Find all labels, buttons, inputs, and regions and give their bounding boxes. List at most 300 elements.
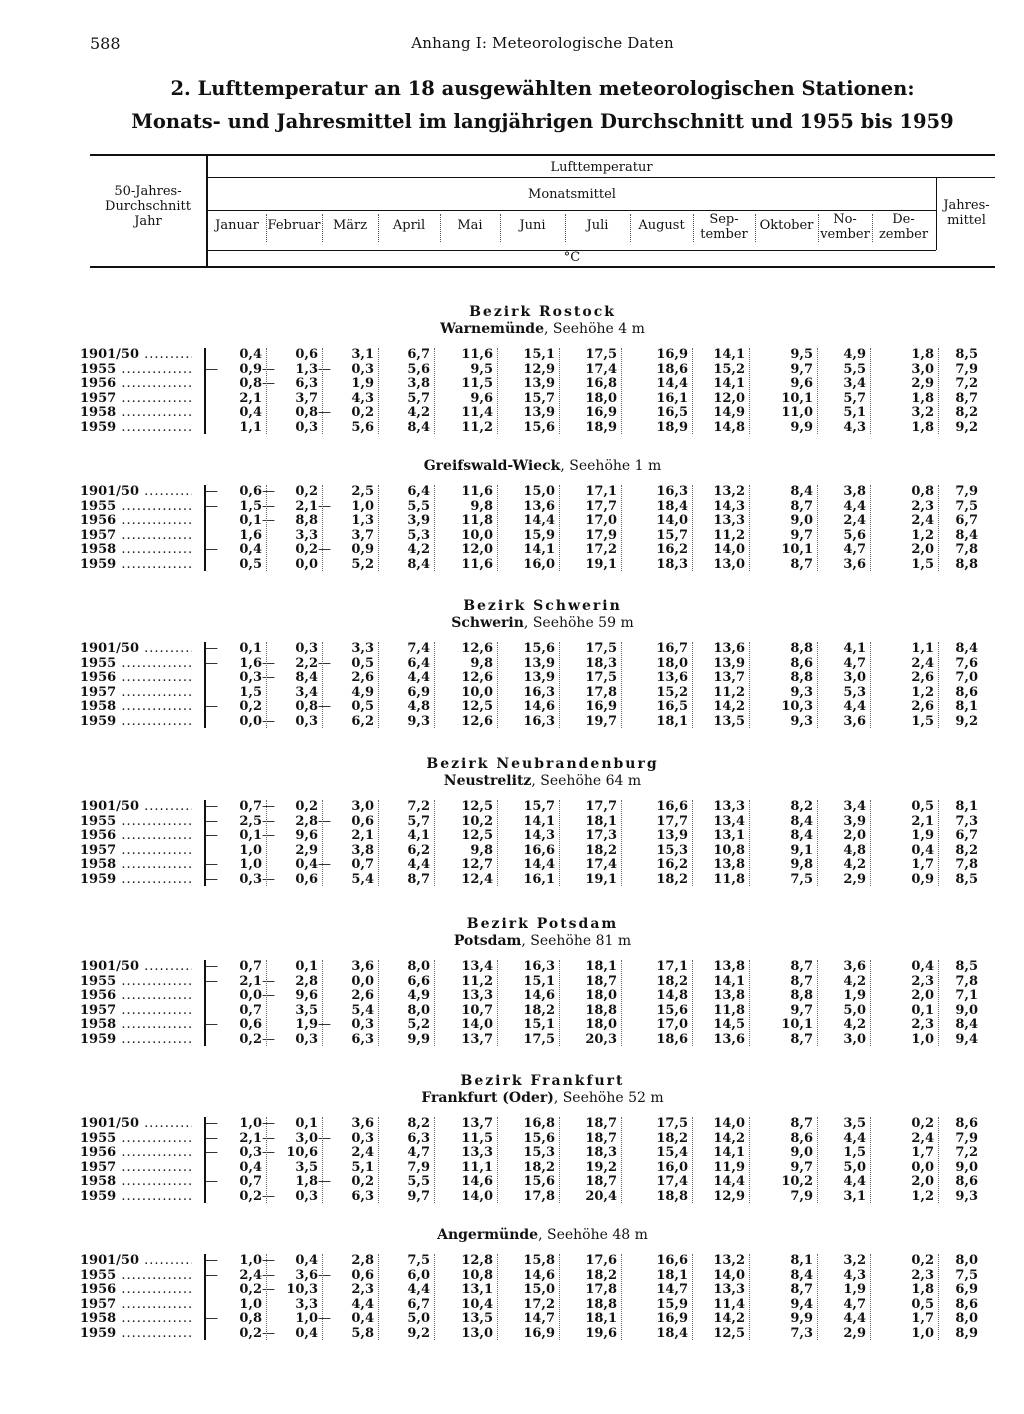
minus-sign: — [262,714,275,729]
value-cell: 19,2 [585,1159,617,1175]
value-cell: 16,1 [656,390,688,406]
value-cell: 16,1 [523,872,555,887]
value-cell: 16,0 [656,1159,688,1175]
value-cell: 2,3 [911,1267,934,1283]
minus-sign: — [262,655,275,671]
column-separator [266,348,267,434]
minus-sign: — [262,988,275,1004]
value-cell: 1,8 [911,390,934,406]
year-cell: 1955 ..... [80,362,192,377]
value-cell: 1,9 [295,1017,318,1033]
value-cell: 15,7 [523,799,555,814]
value-cell: 18,1 [656,714,688,729]
value-cell: 0,7 [239,799,262,814]
value-cell: 9,6 [295,828,318,844]
column-separator [497,960,498,1046]
value-cell: 8,6 [790,1130,813,1146]
value-cell: 14,6 [461,1174,493,1190]
value-cell: 18,9 [585,420,617,435]
value-cell: 8,7 [790,1282,813,1298]
value-cell: 4,2 [843,1017,866,1033]
station-elevation: , Seehöhe 64 m [531,773,642,789]
value-cell: 0,8 [239,1311,262,1327]
value-cell: 8,8 [790,641,813,656]
value-cell: 1,9 [911,828,934,844]
value-cell: 18,1 [585,959,617,974]
value-cell: 8,7 [955,390,978,406]
annual-header-line: mittel [947,213,986,228]
year-cell: 1957 ..... [80,1003,192,1018]
value-cell: 13,3 [713,1282,745,1298]
value-cell: 13,3 [461,1145,493,1161]
value-cell: 4,4 [843,699,866,715]
minus-sign: — [205,361,218,377]
value-cell: 3,5 [295,1159,318,1175]
value-cell: 4,2 [407,405,430,421]
value-cell: 11,4 [713,1296,745,1312]
lufttemperatur-rule [208,177,995,178]
value-cell: 17,4 [585,361,617,377]
column-separator [559,960,560,1046]
minus-sign: — [262,1326,275,1341]
value-cell: 5,4 [351,1002,374,1018]
value-cell: 14,5 [713,1017,745,1033]
value-cell: 10,4 [461,1296,493,1312]
row-group-bar [204,485,206,571]
value-cell: 1,5 [239,498,262,514]
value-cell: 17,5 [585,670,617,686]
column-separator [559,1254,560,1340]
value-cell: 7,3 [790,1326,813,1341]
value-cell: 9,9 [790,420,813,435]
bezirk-title: Bezirk Frankfurt [460,1073,625,1089]
value-cell: 4,3 [843,1267,866,1283]
value-cell: 3,6 [843,557,866,572]
minus-sign: — [205,799,218,814]
value-cell: 17,0 [656,1017,688,1033]
value-cell: 3,5 [295,1002,318,1018]
value-cell: 4,7 [843,542,866,558]
value-cell: 18,1 [585,1311,617,1327]
value-cell: 14,6 [523,988,555,1004]
value-cell: 1,5 [239,684,262,700]
value-cell: 19,1 [585,872,617,887]
value-cell: 7,2 [955,376,978,392]
value-cell: 4,3 [351,390,374,406]
value-cell: 8,7 [790,557,813,572]
station-elevation: , Seehöhe 1 m [560,458,662,474]
row-group-bar [204,960,206,1046]
value-cell: 6,3 [351,1032,374,1047]
value-cell: 7,1 [955,988,978,1004]
value-cell: 17,7 [585,498,617,514]
value-cell: 2,4 [911,513,934,529]
value-cell: 13,9 [523,376,555,392]
month-header-line: Juni [519,218,546,233]
value-cell: 17,1 [656,959,688,974]
value-cell: 12,6 [461,641,493,656]
value-cell: 12,7 [461,857,493,873]
value-cell: 4,2 [843,973,866,989]
value-cell: 3,2 [911,405,934,421]
annual-header-line: Jahres- [943,198,990,213]
value-cell: 1,2 [911,684,934,700]
value-cell: 3,3 [351,641,374,656]
value-cell: 18,0 [585,1017,617,1033]
value-cell: 3,3 [295,527,318,543]
month-header-line: Mai [457,218,483,233]
year-cell: 1957 ..... [80,528,192,543]
station-line [90,458,995,474]
year-cell: 1959 ..... [80,1326,192,1341]
minus-sign: — [262,1253,275,1268]
column-separator [938,485,939,571]
value-cell: 16,6 [656,799,688,814]
value-cell: 1,1 [239,420,262,435]
month-separator [630,214,631,242]
minus-sign: — [205,813,218,829]
value-cell: 14,4 [523,513,555,529]
value-cell: 8,0 [955,1253,978,1268]
column-separator [322,485,323,571]
column-separator [692,348,693,434]
value-cell: 9,5 [790,347,813,362]
value-cell: 13,7 [461,1032,493,1047]
value-cell: 16,7 [656,641,688,656]
year-cell: 1901/50 ..... [80,1116,192,1131]
column-separator [434,485,435,571]
value-cell: 11,4 [461,405,493,421]
value-cell: 13,6 [523,498,555,514]
column-separator [938,642,939,728]
value-cell: 10,8 [713,842,745,858]
value-cell: 15,3 [523,1145,555,1161]
column-separator [817,960,818,1046]
year-cell: 1901/50 ..... [80,799,192,814]
column-separator [749,1117,750,1203]
value-cell: 0,4 [911,959,934,974]
station-name: Schwerin [451,615,524,631]
year-cell: 1959 ..... [80,872,192,887]
value-cell: 11,6 [461,557,493,572]
column-separator [266,642,267,728]
value-cell: 0,9 [351,542,374,558]
value-cell: 7,5 [955,498,978,514]
value-cell: 1,0 [239,857,262,873]
value-cell: 0,4 [295,1326,318,1341]
value-cell: 12,9 [523,361,555,377]
value-cell: 13,4 [713,813,745,829]
month-separator [565,214,566,242]
minus-sign: — [205,1253,218,1268]
value-cell: 0,2 [911,1116,934,1131]
column-separator [938,1254,939,1340]
minus-sign: — [205,1145,218,1161]
value-cell: 1,6 [239,527,262,543]
minus-sign: — [262,361,275,377]
year-cell: 1959 ..... [80,420,192,435]
header-bottom-rule [90,266,995,268]
column-separator [870,485,871,571]
minus-sign: — [262,1145,275,1161]
value-cell: 17,5 [523,1032,555,1047]
station-name: Warnemünde [440,321,544,337]
value-cell: 8,4 [790,828,813,844]
column-separator [434,1117,435,1203]
value-cell: 14,0 [713,1267,745,1283]
value-cell: 16,6 [656,1253,688,1268]
month-header [565,218,630,233]
month-header-line: Februar [267,218,321,233]
value-cell: 0,3 [295,1189,318,1204]
station-elevation: , Seehöhe 52 m [553,1090,664,1106]
value-cell: 14,2 [713,1311,745,1327]
value-cell: 7,3 [955,813,978,829]
value-cell: 15,7 [523,390,555,406]
minus-sign: — [262,799,275,814]
month-separator [872,214,873,242]
value-cell: 0,4 [239,1159,262,1175]
column-separator [938,800,939,886]
value-cell: 14,0 [713,542,745,558]
value-cell: 3,7 [295,390,318,406]
station-name: Frankfurt (Oder) [421,1090,554,1106]
value-cell: 4,4 [843,1130,866,1146]
value-cell: 2,4 [351,1145,374,1161]
station-name: Greifswald-Wieck [423,458,561,474]
value-cell: 15,0 [523,1282,555,1298]
value-cell: 15,1 [523,1017,555,1033]
value-cell: 17,2 [523,1296,555,1312]
year-cell: 1958 ..... [80,405,192,420]
value-cell: 16,8 [523,1116,555,1131]
month-header [378,218,440,233]
year-cell: 1958 ..... [80,699,192,714]
value-cell: 10,0 [461,527,493,543]
year-cell: 1956 ..... [80,1145,192,1160]
value-cell: 3,6 [843,714,866,729]
column-separator [497,642,498,728]
value-cell: 14,0 [656,513,688,529]
value-cell: 1,5 [911,557,934,572]
value-cell: 3,4 [843,799,866,814]
value-cell: 2,9 [911,376,934,392]
value-cell: 0,6 [239,484,262,499]
station-elevation: , Seehöhe 48 m [538,1227,648,1243]
month-header [440,218,500,233]
column-separator [434,1254,435,1340]
minus-sign: — [205,857,218,873]
value-cell: 2,8 [295,813,318,829]
value-cell: 16,3 [523,714,555,729]
value-cell: 9,0 [955,1002,978,1018]
value-cell: 16,9 [656,347,688,362]
value-cell: 1,9 [351,376,374,392]
column-separator [817,348,818,434]
stub-header-line: Jahr [134,214,162,229]
value-cell: 12,5 [461,828,493,844]
minus-sign: — [205,1311,218,1327]
value-cell: 2,0 [911,1174,934,1190]
column-separator [322,642,323,728]
value-cell: 4,9 [843,347,866,362]
value-cell: 11,5 [461,376,493,392]
minus-sign: — [318,1130,331,1146]
value-cell: 6,2 [407,842,430,858]
station-line [90,773,995,789]
value-cell: 4,7 [843,655,866,671]
value-cell: 8,6 [955,1174,978,1190]
value-cell: 8,6 [955,684,978,700]
value-cell: 18,8 [585,1002,617,1018]
value-cell: 14,6 [523,1267,555,1283]
value-cell: 0,2 [239,1189,262,1204]
value-cell: 16,9 [523,1326,555,1341]
value-cell: 18,4 [656,1326,688,1341]
value-cell: 9,8 [790,857,813,873]
value-cell: 6,9 [407,684,430,700]
value-cell: 16,9 [585,405,617,421]
value-cell: 13,2 [713,484,745,499]
value-cell: 0,3 [239,670,262,686]
year-cell: 1901/50 ..... [80,959,192,974]
value-cell: 3,0 [911,361,934,377]
value-cell: 1,0 [295,1311,318,1327]
value-cell: 1,6 [239,655,262,671]
value-cell: 3,9 [407,513,430,529]
value-cell: 5,7 [407,813,430,829]
value-cell: 0,0 [295,557,318,572]
value-cell: 18,3 [585,1145,617,1161]
value-cell: 11,2 [713,684,745,700]
value-cell: 3,4 [295,684,318,700]
column-separator [497,1117,498,1203]
value-cell: 18,2 [523,1002,555,1018]
value-cell: 11,8 [713,872,745,887]
column-separator [621,960,622,1046]
minus-sign: — [205,973,218,989]
value-cell: 19,7 [585,714,617,729]
value-cell: 17,8 [523,1189,555,1204]
minus-sign: — [262,872,275,887]
row-group-bar [204,800,206,886]
year-cell: 1956 ..... [80,376,192,391]
value-cell: 13,5 [461,1311,493,1327]
subgroup-header-monatsmittel: Monatsmittel [528,187,616,202]
value-cell: 9,4 [790,1296,813,1312]
month-header [208,218,266,233]
column-separator [266,1117,267,1203]
column-separator [559,800,560,886]
minus-sign: — [205,959,218,974]
value-cell: 0,1 [239,641,262,656]
column-separator [817,485,818,571]
month-header [818,212,872,242]
value-cell: 11,8 [713,1002,745,1018]
value-cell: 7,4 [407,641,430,656]
column-separator [692,800,693,886]
minus-sign: — [318,1267,331,1283]
value-cell: 15,1 [523,347,555,362]
value-cell: 4,3 [843,420,866,435]
value-cell: 0,7 [239,959,262,974]
value-cell: 6,0 [407,1267,430,1283]
value-cell: 8,4 [955,641,978,656]
value-cell: 18,2 [656,1130,688,1146]
month-header [500,218,565,233]
value-cell: 0,4 [351,1311,374,1327]
value-cell: 10,1 [781,390,813,406]
value-cell: 9,3 [790,684,813,700]
year-cell: 1955 ..... [80,1268,192,1283]
value-cell: 0,2 [911,1253,934,1268]
station-elevation: , Seehöhe 4 m [544,321,645,337]
minus-sign: — [262,973,275,989]
value-cell: 18,2 [585,842,617,858]
station-name: Neustrelitz [443,773,532,789]
value-cell: 0,8 [911,484,934,499]
value-cell: 13,9 [523,670,555,686]
month-separator [755,214,756,242]
minus-sign: — [318,699,331,715]
column-separator [749,800,750,886]
value-cell: 8,4 [790,484,813,499]
column-separator [817,642,818,728]
minus-sign: — [205,828,218,844]
minus-sign: — [262,1189,275,1204]
value-cell: 3,1 [351,347,374,362]
value-cell: 6,7 [407,1296,430,1312]
value-cell: 10,1 [781,1017,813,1033]
value-cell: 3,0 [295,1130,318,1146]
value-cell: 14,1 [713,347,745,362]
column-separator [378,348,379,434]
value-cell: 5,0 [843,1159,866,1175]
value-cell: 7,2 [955,1145,978,1161]
value-cell: 0,3 [351,1130,374,1146]
value-cell: 1,0 [239,1296,262,1312]
value-cell: 7,0 [955,670,978,686]
value-cell: 10,7 [461,1002,493,1018]
column-separator [322,800,323,886]
year-cell: 1959 ..... [80,714,192,729]
value-cell: 12,5 [713,1326,745,1341]
value-cell: 2,6 [911,670,934,686]
value-cell: 9,3 [407,714,430,729]
year-cell: 1959 ..... [80,1189,192,1204]
minus-sign: — [205,1130,218,1146]
value-cell: 6,3 [295,376,318,392]
value-cell: 14,6 [523,699,555,715]
table-title-line-2: Monats- und Jahresmittel im langjährigen Durchschnitt und 1955 bis 1959 [131,110,954,133]
value-cell: 10,3 [781,699,813,715]
value-cell: 8,0 [407,1002,430,1018]
value-cell: 4,4 [843,498,866,514]
year-cell: 1958 ..... [80,1017,192,1032]
value-cell: 8,8 [955,557,978,572]
value-cell: 18,2 [656,973,688,989]
value-cell: 17,4 [585,857,617,873]
value-cell: 8,5 [955,872,978,887]
minus-sign: — [205,655,218,671]
value-cell: 5,0 [843,1002,866,1018]
value-cell: 9,7 [790,1002,813,1018]
year-cell: 1956 ..... [80,1282,192,1297]
value-cell: 0,1 [911,1002,934,1018]
column-separator [266,800,267,886]
value-cell: 1,0 [239,1253,262,1268]
column-separator [938,348,939,434]
